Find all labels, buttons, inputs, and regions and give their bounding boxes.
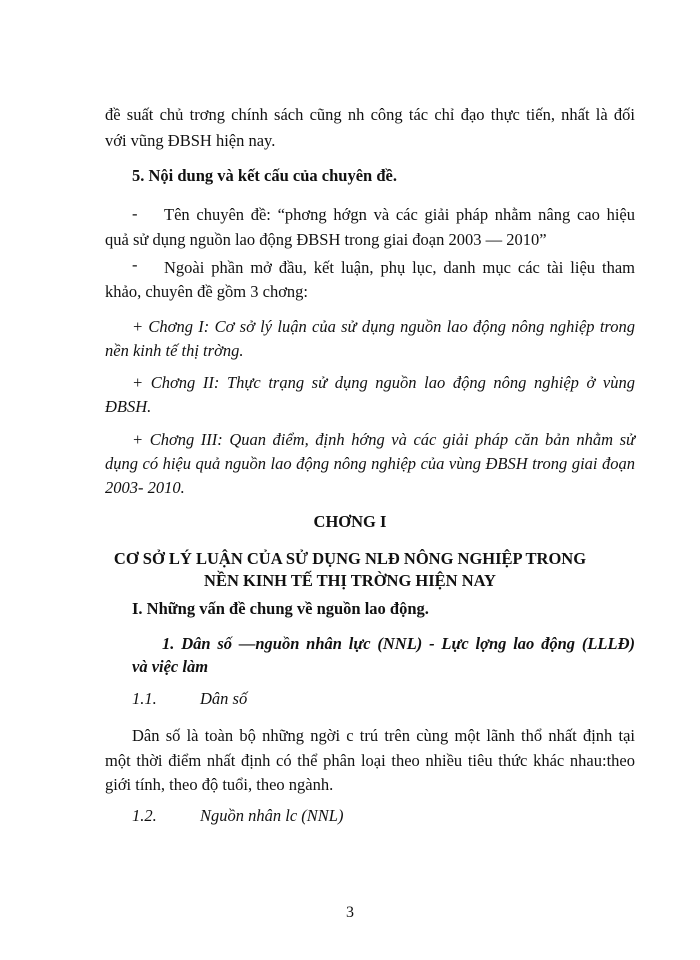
bullet-2-line-2: khảo, chuyên đề gồm 3 chơng:: [105, 282, 309, 301]
bullet-1-line-2: quả sử dụng nguồn lao động ĐBSH trong giai đoạn 2003 — 2010”: [105, 230, 547, 249]
section-5-heading: 5. Nội dung và kết cấu của chuyên đề.: [132, 166, 397, 185]
chapter-3-line-1: + Chơng III: Quan điểm, định hớng và các giải pháp căn bản nhằm sử: [132, 430, 635, 449]
section-1-1-body-line-1: Dân số là toàn bộ những ngời c trú trên cùng một lãnh thổ nhất định tại: [132, 726, 635, 745]
section-1-2-number: 1.2.: [132, 806, 157, 825]
section-1-1-title: Dân số: [200, 689, 248, 708]
chapter-3-line-3: 2003- 2010.: [105, 478, 185, 497]
chapter-label: CHƠNG I: [313, 512, 387, 531]
section-1-1-number: 1.1.: [132, 689, 157, 708]
chapter-2-line-2: ĐBSH.: [105, 397, 152, 416]
section-I-heading: I. Những vấn đề chung về nguồn lao động.: [132, 599, 429, 618]
chapter-2-line-1: + Chơng II: Thực trạng sử dụng nguồn lao động nông nghiệp ở vùng: [132, 373, 635, 392]
chapter-title-line-2: NỀN KINH TẾ THỊ TRỜNG HIỆN NAY: [204, 571, 496, 590]
subsection-1-line-2: và việc làm: [132, 657, 209, 676]
page-number: 3: [346, 904, 354, 921]
bullet-marker-2: -: [132, 255, 138, 274]
bullet-1-line-1: Tên chuyên đề: “phơng hớgn và các giải pháp nhằm nâng cao hiệu: [164, 205, 635, 224]
section-1-2-title: Nguồn nhân lc (NNL): [200, 806, 344, 825]
bullet-2-line-1: Ngoài phần mở đầu, kết luận, phụ lục, danh mục các tài liệu tham: [164, 258, 635, 277]
intro-line-2: với vũng ĐBSH hiện nay.: [105, 131, 276, 150]
section-1-1-body-line-3: giới tính, theo độ tuổi, theo ngành.: [105, 775, 334, 794]
subsection-1-line-1: 1. Dân số —nguồn nhân lực (NNL) - Lực lợng lao động (LLLĐ): [162, 634, 635, 653]
intro-line-1: đề suất chủ trơng chính sách cũng nh công tác chỉ đạo thực tiến, nhất là đối: [105, 105, 635, 124]
chapter-3-line-2: dụng có hiệu quả nguồn lao động nông nghiệp của vùng ĐBSH trong giai đoạn: [105, 454, 635, 473]
bullet-marker-1: -: [132, 204, 138, 223]
section-1-1-body-line-2: một thời điểm nhất định có thể phân loại theo nhiều tiêu thức khác nhau:theo: [105, 751, 635, 770]
chapter-1-line-1: + Chơng I: Cơ sở lý luận của sử dụng nguồn lao động nông nghiệp trong: [132, 317, 635, 336]
chapter-1-line-2: nền kinh tế thị trờng.: [105, 341, 244, 360]
chapter-title-line-1: CƠ SỞ LÝ LUẬN CỦA SỬ DỤNG NLĐ NÔNG NGHIỆP TRONG: [113, 549, 587, 568]
